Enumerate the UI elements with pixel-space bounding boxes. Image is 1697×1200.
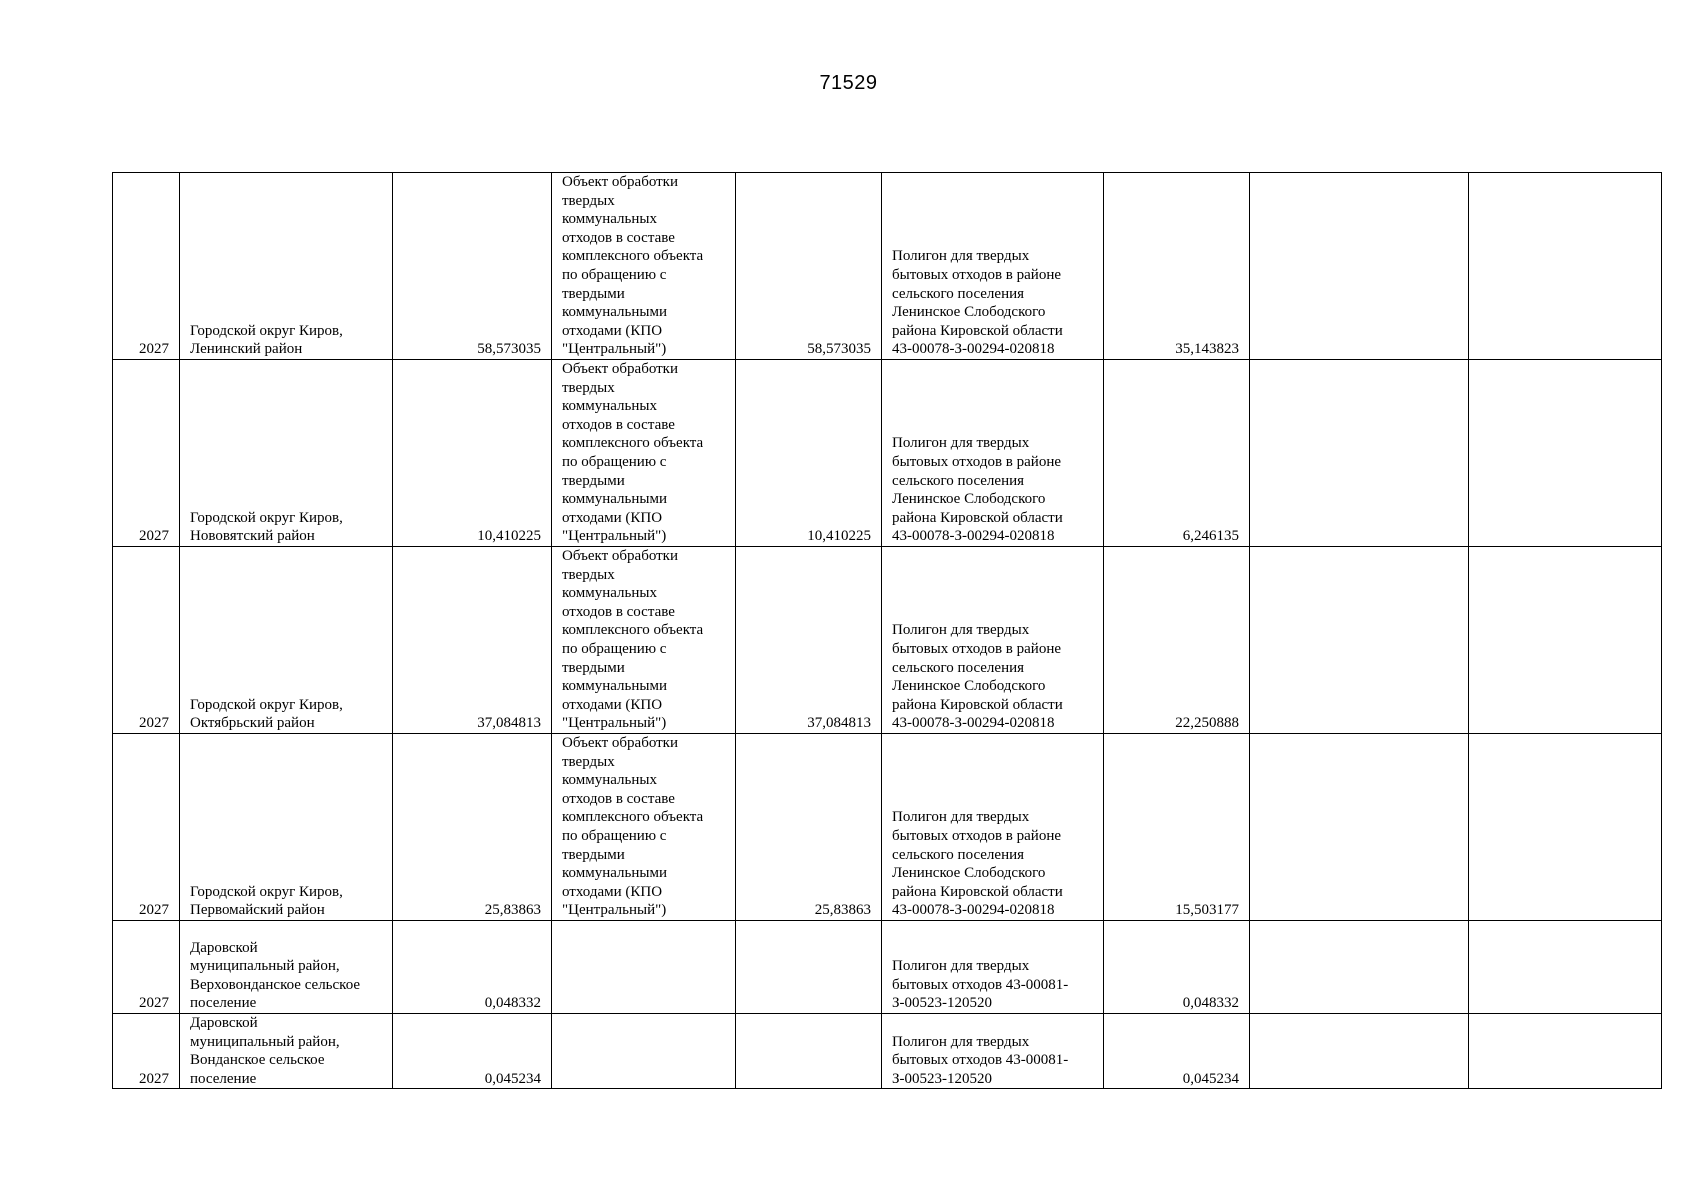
facility-volume-cell: 58,573035 (736, 173, 882, 360)
facility-volume-cell (736, 1014, 882, 1089)
table-row (113, 734, 1662, 921)
table-row (113, 921, 1662, 1014)
facility-cell: Объект обработки твердых коммунальных отходов в составе комплексного объекта по обращению с твердыми коммунальными отходами (КПО "Центральный") (552, 547, 736, 734)
facility-cell: Объект обработки твердых коммунальных отходов в составе комплексного объекта по обращению с твердыми коммунальными отходами (КПО "Центральный") (552, 360, 736, 547)
volume-cell: 37,084813 (393, 547, 552, 734)
territory-cell: Даровской муниципальный район, Вонданское сельское поселение (180, 1014, 393, 1089)
landfill-volume-cell: 22,250888 (1104, 547, 1250, 734)
landfill-volume-cell: 0,048332 (1104, 921, 1250, 1014)
extra-cell-2 (1469, 547, 1662, 734)
landfill-cell: Полигон для твердых бытовых отходов в районе сельского поселения Ленинское Слободского района Кировской области 43-00078-З-00294-020818 (882, 360, 1104, 547)
volume-cell: 10,410225 (393, 360, 552, 547)
landfill-cell: Полигон для твердых бытовых отходов в районе сельского поселения Ленинское Слободского района Кировской области 43-00078-З-00294-020818 (882, 173, 1104, 360)
volume-cell: 0,048332 (393, 921, 552, 1014)
year-cell: 2027 (113, 173, 180, 360)
landfill-cell: Полигон для твердых бытовых отходов 43-00081- З-00523-120520 (882, 921, 1104, 1014)
extra-cell-2 (1469, 921, 1662, 1014)
year-cell: 2027 (113, 734, 180, 921)
facility-volume-cell: 37,084813 (736, 547, 882, 734)
landfill-volume-cell: 6,246135 (1104, 360, 1250, 547)
territory-cell: Городской округ Киров, Первомайский район (180, 734, 393, 921)
year-cell: 2027 (113, 1014, 180, 1089)
extra-cell-1 (1250, 173, 1469, 360)
table-row (113, 360, 1662, 547)
territory-cell: Даровской муниципальный район, Верховонданское сельское поселение (180, 921, 393, 1014)
page-number: 71529 (819, 72, 878, 94)
volume-cell: 58,573035 (393, 173, 552, 360)
waste-flow-table (112, 172, 1662, 1089)
table-row (113, 547, 1662, 734)
year-cell: 2027 (113, 921, 180, 1014)
territory-cell: Городской округ Киров, Ленинский район (180, 173, 393, 360)
landfill-cell: Полигон для твердых бытовых отходов 43-00081- З-00523-120520 (882, 1014, 1104, 1089)
extra-cell-1 (1250, 547, 1469, 734)
extra-cell-2 (1469, 360, 1662, 547)
volume-cell: 25,83863 (393, 734, 552, 921)
facility-cell: Объект обработки твердых коммунальных отходов в составе комплексного объекта по обращению с твердыми коммунальными отходами (КПО "Центральный") (552, 173, 736, 360)
facility-volume-cell: 10,410225 (736, 360, 882, 547)
extra-cell-2 (1469, 173, 1662, 360)
facility-cell (552, 921, 736, 1014)
extra-cell-2 (1469, 734, 1662, 921)
year-cell: 2027 (113, 547, 180, 734)
facility-cell: Объект обработки твердых коммунальных отходов в составе комплексного объекта по обращению с твердыми коммунальными отходами (КПО "Центральный") (552, 734, 736, 921)
extra-cell-1 (1250, 734, 1469, 921)
extra-cell-1 (1250, 921, 1469, 1014)
facility-volume-cell (736, 921, 882, 1014)
territory-cell: Городской округ Киров, Октябрьский район (180, 547, 393, 734)
landfill-volume-cell: 0,045234 (1104, 1014, 1250, 1089)
landfill-cell: Полигон для твердых бытовых отходов в районе сельского поселения Ленинское Слободского района Кировской области 43-00078-З-00294-020818 (882, 547, 1104, 734)
volume-cell: 0,045234 (393, 1014, 552, 1089)
facility-volume-cell: 25,83863 (736, 734, 882, 921)
facility-cell (552, 1014, 736, 1089)
landfill-cell: Полигон для твердых бытовых отходов в районе сельского поселения Ленинское Слободского района Кировской области 43-00078-З-00294-020818 (882, 734, 1104, 921)
landfill-volume-cell: 35,143823 (1104, 173, 1250, 360)
table-row (113, 173, 1662, 360)
landfill-volume-cell: 15,503177 (1104, 734, 1250, 921)
territory-cell: Городской округ Киров, Нововятский район (180, 360, 393, 547)
table-row (113, 1014, 1662, 1089)
extra-cell-1 (1250, 1014, 1469, 1089)
extra-cell-2 (1469, 1014, 1662, 1089)
year-cell: 2027 (113, 360, 180, 547)
extra-cell-1 (1250, 360, 1469, 547)
